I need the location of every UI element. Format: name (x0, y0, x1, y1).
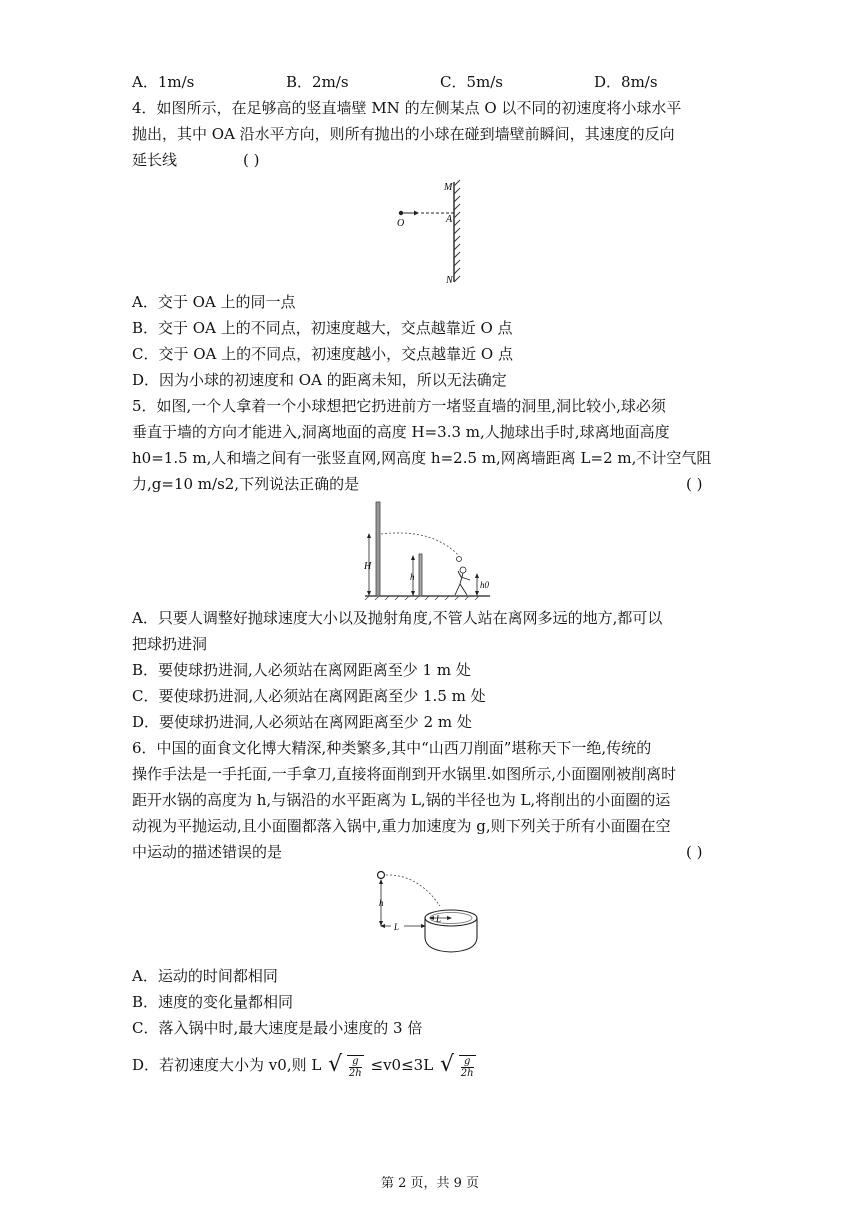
q4-option-b: B．交于 OA 上的不同点，初速度越大，交点越靠近 O 点 (132, 319, 513, 337)
q5-label-h: h (410, 572, 415, 582)
q6-option-d-frac2-den: 2h (460, 1068, 474, 1079)
q4-stem-line-1: 4．如图所示，在足够高的竖直墙壁 MN 的左侧某点 O 以不同的初速度将小球水平 (132, 99, 682, 117)
q6-option-d-sqrt-2: √ $\frac{g}{2h}$ (439, 1052, 474, 1079)
q4-figure-wall (388, 176, 468, 288)
q5-stem-line-1: 5．如图,一个人拿着一个小球想把它扔进前方一堵竖直墙的洞里,洞比较小,球必须 (132, 397, 666, 415)
q6-option-d-middle: ≤v0≤3L (370, 1056, 434, 1074)
q3-option-d: D．8m/s (594, 73, 658, 91)
q5-option-b: B．要使球扔进洞,人必须站在离网距离至少 1 m 处 (132, 661, 471, 679)
q5-stem-line-4: 力,g=10 m/s2,下列说法正确的是 (132, 475, 360, 493)
q6-option-b: B．速度的变化量都相同 (132, 993, 294, 1011)
q4-label-n: N (446, 275, 453, 286)
q3-option-c: C．5m/s (440, 73, 503, 91)
q5-option-c: C．要使球扔进洞,人必须站在离网距离至少 1.5 m 处 (132, 687, 486, 705)
q6-option-d (132, 1050, 478, 1080)
q5-option-d: D．要使球扔进洞,人必须站在离网距离至少 2 m 处 (132, 713, 472, 731)
q3-option-b: B．2m/s (286, 73, 349, 91)
q6-option-d-prefix: D．若初速度大小为 v0,则 L (132, 1056, 322, 1074)
q4-label-a: A (446, 214, 453, 225)
q6-option-d-frac2-num: g (461, 1056, 474, 1068)
q4-option-c: C．交于 OA 上的不同点，初速度越小，交点越靠近 O 点 (132, 345, 513, 363)
q6-stem-line-3: 距开水锅的高度为 h,与锅沿的水平距离为 L,锅的半径也为 L,将削出的小面圈的运 (132, 791, 671, 809)
q4-answer-paren: ( ) (243, 151, 260, 169)
q6-stem-line-2: 操作手法是一手托面,一手拿刀,直接将面削到开水锅里.如图所示,小面圈刚被削离时 (132, 765, 677, 783)
q6-stem-line-1: 6．中国的面食文化博大精深,种类繁多,其中“山西刀削面”堪称天下一绝,传统的 (132, 739, 652, 757)
q5-figure-wall-net (355, 498, 500, 602)
q5-answer-paren: ( ) (686, 475, 703, 493)
q4-label-m: M (444, 182, 453, 193)
q6-label-h: h (379, 898, 384, 908)
q4-stem-line-3: 延长线 (132, 151, 178, 169)
q6-option-c: C．落入锅中时,最大速度是最小速度的 3 倍 (132, 1019, 423, 1037)
q5-stem-line-2: 垂直于墙的方向才能进入,洞离地面的高度 H=3.3 m,人抛球出手时,球离地面高度 (132, 423, 670, 441)
q6-stem-line-4: 动视为平抛运动,且小面圈都落入锅中,重力加速度为 g,则下列关于所有小面圈在空 (132, 817, 671, 835)
q6-option-d-frac1-num: g (349, 1056, 362, 1068)
q4-option-a: A．交于 OA 上的同一点 (132, 293, 296, 311)
q5-option-a-line-2: 把球扔进洞 (132, 635, 208, 653)
q6-label-L1: L (394, 922, 400, 932)
q5-label-H: H (364, 561, 372, 572)
q5-label-h0: h0 (480, 580, 489, 590)
q6-option-d-sqrt-1: √ $\frac{g}{2h}$ (328, 1052, 362, 1079)
q6-option-a: A．运动的时间都相同 (132, 967, 278, 985)
q6-label-L2: L (436, 914, 442, 924)
q6-answer-paren: ( ) (686, 843, 703, 861)
q6-stem-line-5: 中运动的描述错误的是 (132, 843, 283, 861)
q3-options (0, 71, 860, 93)
q5-stem-line-3: h0=1.5 m,人和墙之间有一张竖直网,网高度 h=2.5 m,网离墙距离 L=2 m,不计空气阻 (132, 449, 712, 467)
q6-figure-pot (368, 866, 492, 960)
q3-option-a: A．1m/s (132, 73, 195, 91)
q5-option-a-line-1: A．只要人调整好抛球速度大小以及抛射角度,不管人站在离网多远的地方,都可以 (132, 609, 663, 627)
q4-option-d: D．因为小球的初速度和 OA 的距离未知，所以无法确定 (132, 371, 507, 389)
q6-option-d-frac1-den: 2h (348, 1068, 362, 1079)
page-footer: 第 2 页，共 9 页 (380, 1176, 480, 1191)
q4-label-o: O (397, 218, 405, 229)
q4-stem-line-2: 抛出，其中 OA 沿水平方向，则所有抛出的小球在碰到墙壁前瞬间，其速度的反向 (132, 125, 675, 143)
